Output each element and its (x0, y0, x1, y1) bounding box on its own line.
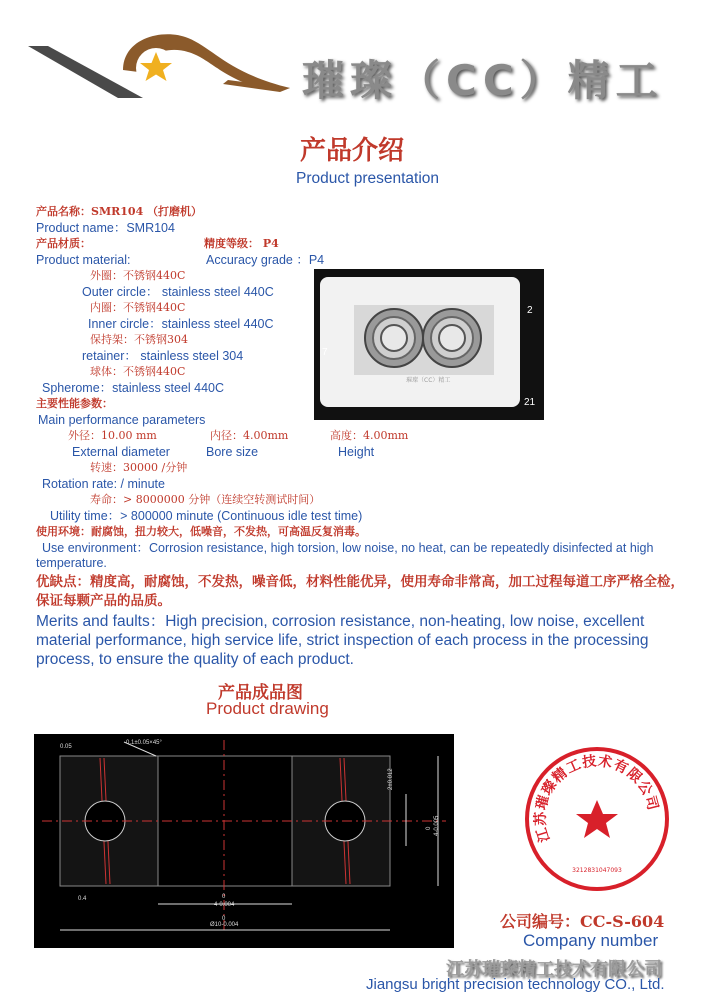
speed-cn: 转速：30000 /分钟 (90, 461, 188, 474)
product-photo (314, 269, 544, 420)
od-cn: 外径：10.00 mm (68, 429, 157, 442)
perf-title-en: Main performance parameters (38, 413, 206, 427)
dim-bore: 4-0.004 (214, 902, 235, 908)
dim-bore-top: 0 (222, 894, 226, 900)
company-logo (28, 28, 290, 98)
drawing-title-cn: 产品成品图 (218, 683, 303, 703)
height-cn: 高度：4.00mm (330, 429, 409, 442)
retainer-cn: 保持架：不锈钢304 (90, 333, 188, 346)
outer-cn: 外圈：不锈钢440C (90, 269, 186, 282)
company-name-cn: 江苏璀璨精工技术有限公司 (446, 959, 662, 980)
photo-side-mid: 7 (322, 347, 328, 358)
bore-en: Bore size (206, 445, 259, 459)
company-number-label: 公司编号：CC-S-604 (500, 912, 665, 931)
outer-en: Outer circle： stainless steel 440C (82, 285, 274, 299)
dim-od: Ø10-0.004 (210, 922, 239, 928)
dim-right-3: 0 (426, 826, 432, 830)
life-en: Utility time：> 800000 minute (Continuous idle test time) (50, 509, 363, 523)
product-name-cn: 产品名称：SMR104 （打磨机） (36, 205, 203, 218)
company-number-en: Company number (523, 931, 659, 950)
photo-side-bottom: 21 (524, 397, 536, 408)
bearing-image (354, 305, 494, 375)
seal-number: 3212831047093 (572, 867, 622, 874)
inner-cn: 内圈：不锈钢440C (90, 301, 186, 314)
company-seal (522, 744, 672, 894)
height-en: Height (338, 445, 375, 459)
dim-right-1: 2±0.012 (388, 768, 394, 790)
intro-title-cn: 产品介绍 (300, 136, 405, 166)
env-en: Use environment：Corrosion resistance, high torsion, low noise, no heat, can be repeatedly disinfected at high temperature. (36, 541, 654, 570)
inner-en: Inner circle：stainless steel 440C (88, 317, 274, 331)
material-label-en: Product material: (36, 253, 131, 267)
drawing-title-en: Product drawing (206, 699, 329, 718)
life-cn: 寿命：> 8000000 分钟（连续空转测试时间） (90, 493, 321, 506)
photo-watermark: 璀璨（CC）精工 (406, 377, 451, 384)
speed-en: Rotation rate: / minute (42, 477, 165, 491)
dim-chamfer: 0.1±0.05×45° (126, 740, 162, 746)
seal-star-icon (576, 800, 618, 838)
product-drawing (34, 734, 454, 948)
retainer-en: retainer： stainless steel 304 (82, 349, 244, 363)
dim-ra: 0.4 (78, 896, 87, 902)
brand-title: 璀璨（CC）精工 (302, 56, 664, 105)
company-name-en: Jiangsu bright precision technology CO., Ltd. (366, 976, 665, 993)
env-cn: 使用环境：耐腐蚀，扭力较大，低噪音，不发热，可高温反复消毒。 (36, 525, 366, 538)
photo-side-top: 2 (527, 305, 533, 316)
grade-label-cn: 精度等级： P4 (204, 237, 279, 250)
sphere-cn: 球体：不锈钢440C (90, 365, 186, 378)
perf-title-cn: 主要性能参数： (36, 397, 113, 410)
dim-od-top: 0 (222, 916, 226, 922)
seal-text: 江苏璀璨精工技术有限公司 (532, 753, 661, 844)
sphere-en: Spherome：stainless steel 440C (42, 381, 225, 395)
merit-en: Merits and faults：High precision, corrosion resistance, non-heating, low noise, excellent material performance, high service life, strict inspection of each process in the processing process, to ensure the quality of each product. (36, 613, 649, 668)
intro-title-en: Product presentation (296, 170, 440, 187)
dim-corner: 0.05 (60, 744, 72, 750)
bore-cn: 内径：4.00mm (210, 429, 289, 442)
dim-right-2: 4-0.005 (434, 815, 440, 836)
product-name-en: Product name：SMR104 (36, 221, 175, 235)
material-label-cn: 产品材质： (36, 237, 91, 250)
od-en: External diameter (72, 445, 170, 459)
merit-cn: 优缺点：精度高，耐腐蚀，不发热，噪音低，材料性能优异，使用寿命非常高，加工过程每道工序严格全检，保证每颗产品的品质。 (36, 574, 684, 609)
grade-label-en: Accuracy grade ：P4 (206, 253, 325, 267)
